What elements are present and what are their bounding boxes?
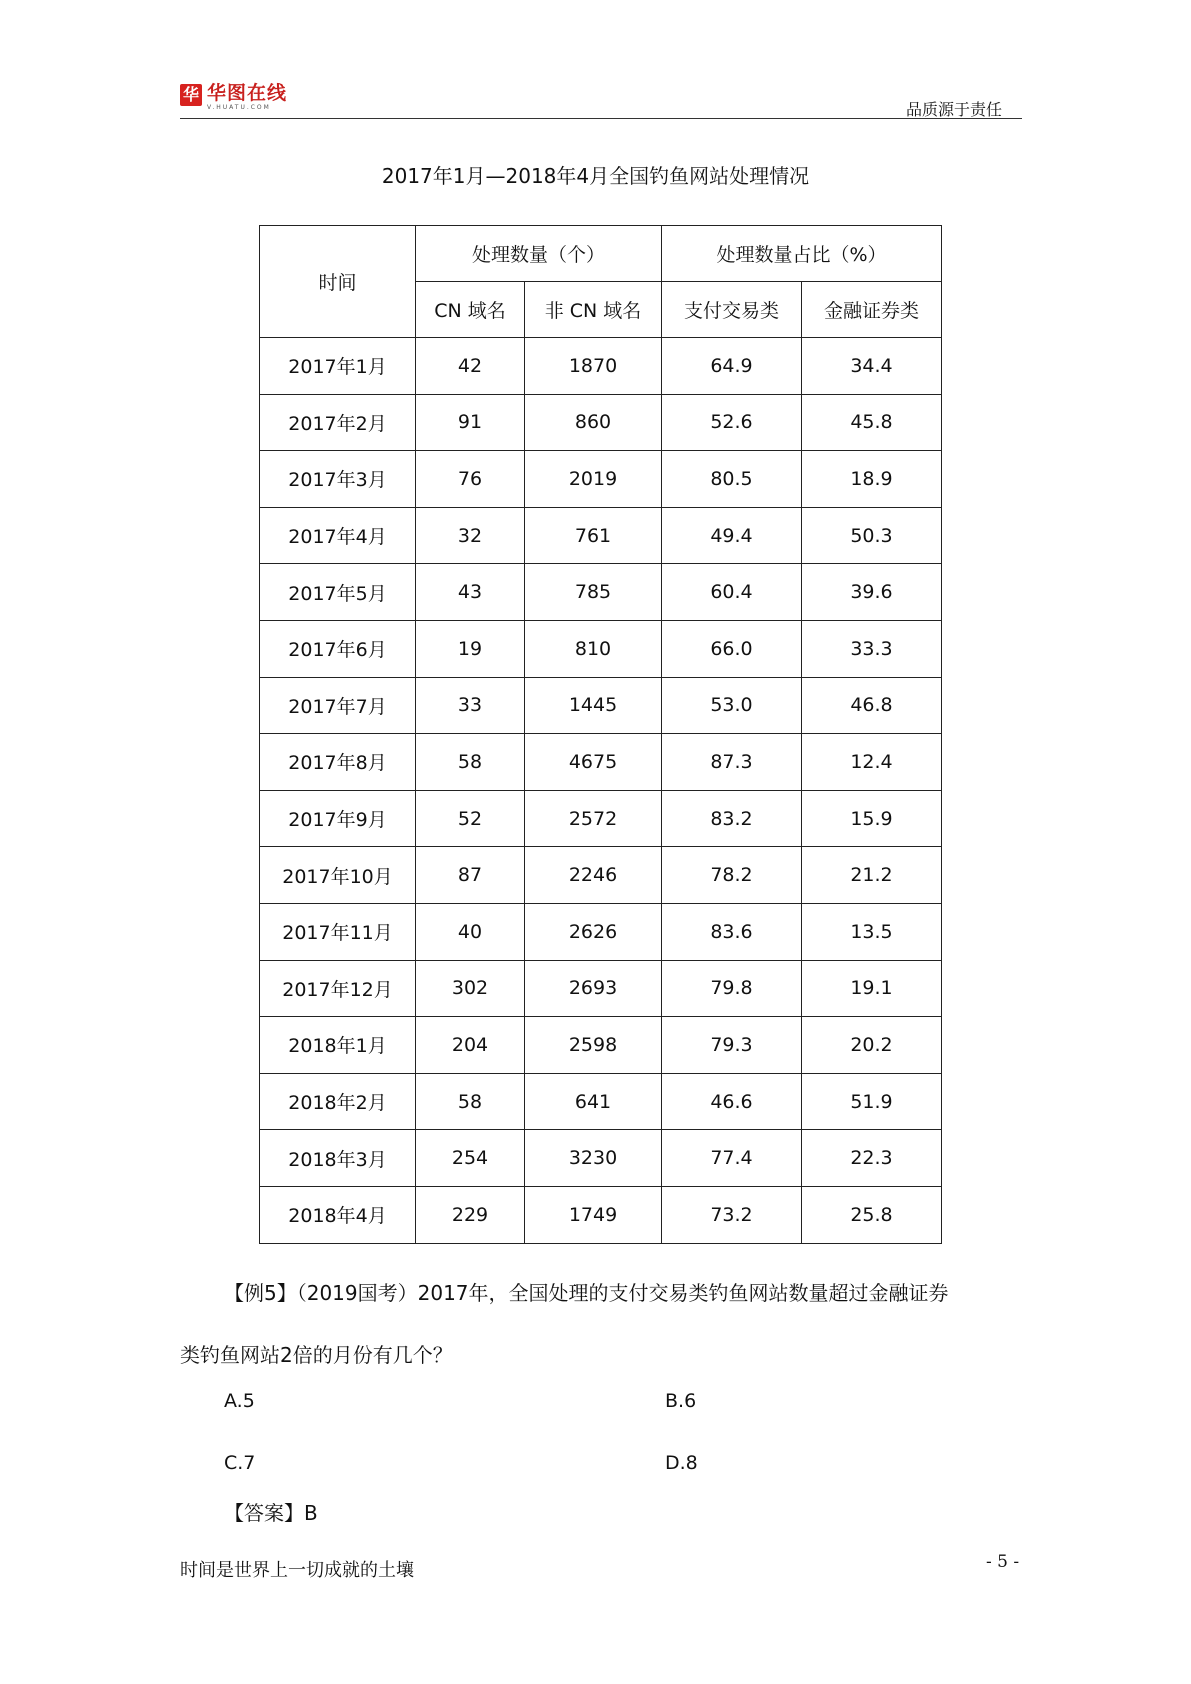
table-row — [260, 1017, 942, 1074]
header-non-cn: 非 CN 域名 — [525, 282, 662, 338]
cell-cn: 42 — [416, 338, 525, 395]
option-a: A.5 — [224, 1390, 255, 1412]
option-c: C.7 — [224, 1452, 256, 1474]
cell-finance: 50.3 — [802, 507, 942, 564]
cell-cn: 302 — [416, 960, 525, 1017]
cell-finance: 34.4 — [802, 338, 942, 395]
cell-cn: 76 — [416, 451, 525, 508]
question-line-1: 【例5】（2019国考）2017年，全国处理的支付交易类钓鱼网站数量超过金融证券 — [224, 1281, 949, 1305]
cell-month: 2017年9月 — [260, 790, 416, 847]
cell-month: 2018年1月 — [260, 1017, 416, 1074]
page-number: - 5 - — [986, 1552, 1020, 1572]
table-row — [260, 394, 942, 451]
cell-cn: 52 — [416, 790, 525, 847]
cell-payment: 78.2 — [662, 847, 802, 904]
cell-finance: 13.5 — [802, 903, 942, 960]
cell-non-cn: 2572 — [525, 790, 662, 847]
table-row — [260, 564, 942, 621]
table-title: 2017年1月—2018年4月全国钓鱼网站处理情况 — [381, 164, 810, 188]
header-payment: 支付交易类 — [662, 282, 802, 338]
header-cn: CN 域名 — [416, 282, 525, 338]
option-b: B.6 — [665, 1390, 697, 1412]
table-row — [260, 1073, 942, 1130]
huatu-logo-icon: 华 — [180, 84, 202, 106]
cell-non-cn: 860 — [525, 394, 662, 451]
cell-payment: 73.2 — [662, 1186, 802, 1243]
header-slogan: 品质源于责任 — [905, 100, 1002, 119]
logo-text — [207, 82, 287, 112]
cell-non-cn: 1749 — [525, 1186, 662, 1243]
cell-non-cn: 2598 — [525, 1017, 662, 1074]
cell-payment: 52.6 — [662, 394, 802, 451]
header-time: 时间 — [260, 226, 416, 338]
cell-finance: 12.4 — [802, 734, 942, 791]
cell-month: 2017年6月 — [260, 620, 416, 677]
cell-finance: 15.9 — [802, 790, 942, 847]
cell-payment: 53.0 — [662, 677, 802, 734]
header-count-group: 处理数量（个） — [416, 226, 662, 282]
huatu-logo — [180, 82, 287, 112]
cell-month: 2018年3月 — [260, 1130, 416, 1187]
table-row — [260, 790, 942, 847]
cell-payment: 77.4 — [662, 1130, 802, 1187]
cell-month: 2017年8月 — [260, 734, 416, 791]
table-row — [260, 847, 942, 904]
cell-cn: 254 — [416, 1130, 525, 1187]
cell-month: 2017年3月 — [260, 451, 416, 508]
cell-payment: 46.6 — [662, 1073, 802, 1130]
cell-payment: 66.0 — [662, 620, 802, 677]
cell-non-cn: 3230 — [525, 1130, 662, 1187]
footer-motto: 时间是世界上一切成就的土壤 — [180, 1560, 414, 1581]
cell-payment: 79.8 — [662, 960, 802, 1017]
table-row — [260, 338, 942, 395]
cell-non-cn: 810 — [525, 620, 662, 677]
cell-non-cn: 2019 — [525, 451, 662, 508]
cell-non-cn: 761 — [525, 507, 662, 564]
cell-month: 2017年11月 — [260, 903, 416, 960]
cell-non-cn: 785 — [525, 564, 662, 621]
table-row — [260, 734, 942, 791]
table-row — [260, 620, 942, 677]
question-line-2: 类钓鱼网站2倍的月份有几个？ — [180, 1343, 453, 1367]
cell-month: 2017年2月 — [260, 394, 416, 451]
cell-cn: 40 — [416, 903, 525, 960]
cell-month: 2017年7月 — [260, 677, 416, 734]
cell-payment: 49.4 — [662, 507, 802, 564]
cell-month: 2017年5月 — [260, 564, 416, 621]
cell-month: 2018年4月 — [260, 1186, 416, 1243]
cell-month: 2017年4月 — [260, 507, 416, 564]
cell-cn: 33 — [416, 677, 525, 734]
cell-cn: 58 — [416, 1073, 525, 1130]
cell-non-cn: 2693 — [525, 960, 662, 1017]
table-row — [260, 677, 942, 734]
cell-finance: 51.9 — [802, 1073, 942, 1130]
cell-month: 2017年10月 — [260, 847, 416, 904]
cell-finance: 25.8 — [802, 1186, 942, 1243]
cell-finance: 21.2 — [802, 847, 942, 904]
cell-month: 2017年12月 — [260, 960, 416, 1017]
table-row — [260, 507, 942, 564]
cell-finance: 33.3 — [802, 620, 942, 677]
cell-non-cn: 2246 — [525, 847, 662, 904]
cell-month: 2018年2月 — [260, 1073, 416, 1130]
cell-cn: 58 — [416, 734, 525, 791]
cell-cn: 204 — [416, 1017, 525, 1074]
cell-payment: 80.5 — [662, 451, 802, 508]
phishing-data-table — [259, 225, 942, 1244]
answer: 【答案】B — [224, 1501, 318, 1525]
cell-cn: 87 — [416, 847, 525, 904]
page-header — [180, 82, 1022, 119]
cell-finance: 46.8 — [802, 677, 942, 734]
table-row — [260, 1130, 942, 1187]
cell-non-cn: 4675 — [525, 734, 662, 791]
cell-payment: 60.4 — [662, 564, 802, 621]
cell-finance: 18.9 — [802, 451, 942, 508]
logo-url: V.HUATU.COM — [207, 104, 271, 111]
cell-payment: 79.3 — [662, 1017, 802, 1074]
cell-cn: 229 — [416, 1186, 525, 1243]
table-row — [260, 960, 942, 1017]
table-row — [260, 903, 942, 960]
question-block — [180, 1262, 1022, 1386]
cell-payment: 64.9 — [662, 338, 802, 395]
cell-cn: 32 — [416, 507, 525, 564]
cell-finance: 19.1 — [802, 960, 942, 1017]
cell-payment: 87.3 — [662, 734, 802, 791]
cell-non-cn: 641 — [525, 1073, 662, 1130]
cell-finance: 45.8 — [802, 394, 942, 451]
option-d: D.8 — [665, 1452, 698, 1474]
cell-cn: 19 — [416, 620, 525, 677]
cell-cn: 91 — [416, 394, 525, 451]
table-row — [260, 1186, 942, 1243]
cell-finance: 20.2 — [802, 1017, 942, 1074]
cell-finance: 22.3 — [802, 1130, 942, 1187]
header-finance: 金融证券类 — [802, 282, 942, 338]
cell-month: 2017年1月 — [260, 338, 416, 395]
logo-name: 华图在线 — [207, 82, 288, 104]
cell-payment: 83.6 — [662, 903, 802, 960]
cell-payment: 83.2 — [662, 790, 802, 847]
cell-non-cn: 1445 — [525, 677, 662, 734]
cell-non-cn: 2626 — [525, 903, 662, 960]
cell-cn: 43 — [416, 564, 525, 621]
cell-non-cn: 1870 — [525, 338, 662, 395]
table-row — [260, 451, 942, 508]
cell-finance: 39.6 — [802, 564, 942, 621]
header-share-group: 处理数量占比（%） — [662, 226, 942, 282]
table-body — [260, 338, 942, 1244]
